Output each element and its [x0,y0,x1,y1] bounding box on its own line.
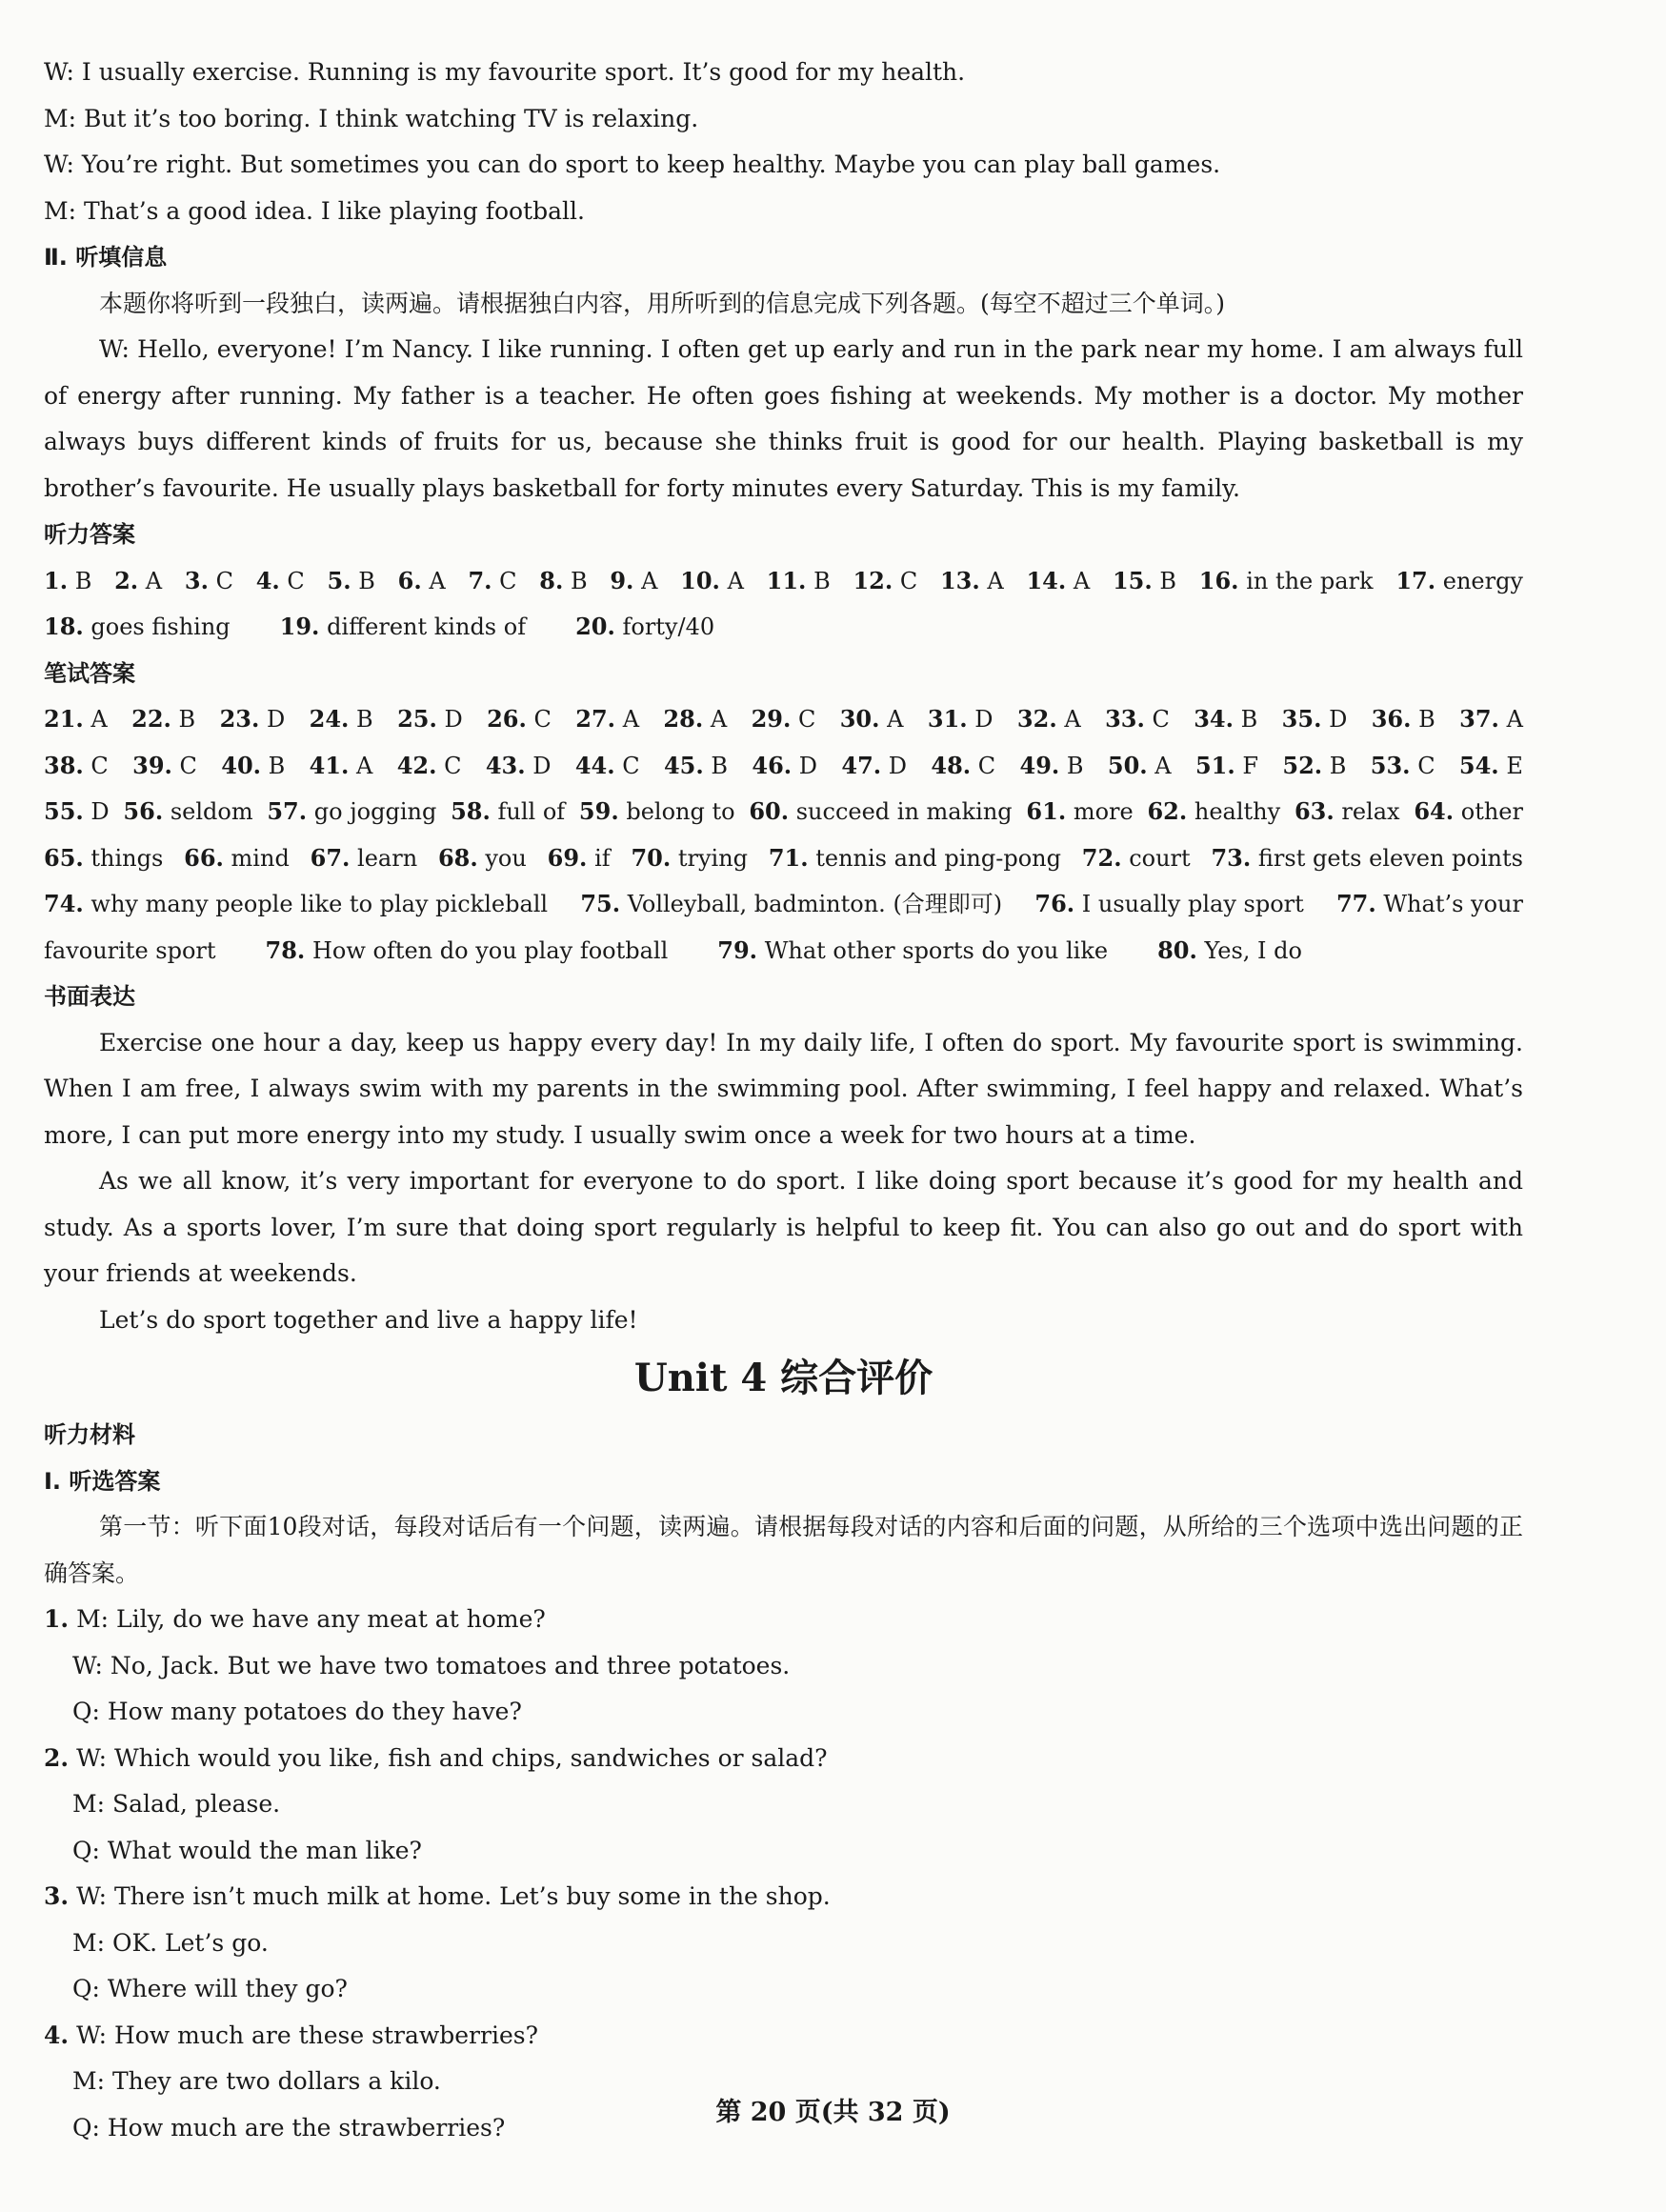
answer-value: favourite sport [44,936,216,964]
page-footer: 第 20 页(共 32 页) [715,2098,951,2127]
answer-number: 46. [752,751,793,779]
answer-value: B [356,706,373,733]
answer-item [44,743,109,790]
answer-number: 80. [1157,935,1197,964]
dialogue-number: 4. [44,2021,70,2049]
answer-value: C [444,752,462,779]
answer-number: 63. [1294,797,1335,825]
answer-item [1082,835,1191,882]
answer-value: learn [357,844,418,872]
answer-item [769,835,1061,882]
answer-item [931,743,995,790]
answer-item [1147,789,1280,835]
answer-value: I usually play sport [1081,891,1304,917]
answer-number: 72. [1081,843,1122,872]
answer-item [664,743,728,790]
answer-number: 73. [1211,843,1252,872]
dialogue-text: M: They are two dollars a kilo. [72,2067,441,2095]
answer-item [310,743,373,790]
writing-paragraph: As we all know, it’s very important for everyone to do sport. I like doing sport because it’s good for my health and study. As a sports lover, I’m sure that doing sport regularly is helpful to keep fit. You can also go out and do sport with your friends at weekends. [44,1167,1523,1287]
answer-item [280,604,551,651]
answer-item [44,835,163,882]
answer-value: D [90,798,110,825]
answer-number: 70. [631,843,672,872]
answer-item [1395,558,1523,605]
answer-number: 5. [327,566,351,594]
answer-number: 58. [451,797,491,825]
answer-item [256,558,305,605]
answer-value: A [710,706,728,733]
answer-value: relax [1341,798,1400,825]
answer-item [575,743,640,790]
answer-row [44,604,1523,651]
answer-item [311,835,418,882]
answer-item [1295,789,1400,835]
answer-item [185,558,233,605]
answer-item [663,696,727,743]
answer-value: B [1418,706,1435,733]
answer-row [44,881,1523,928]
answer-item [940,558,1004,605]
answer-value: mind [231,844,290,872]
dialogue-line [44,1689,1523,1736]
answer-item [539,558,587,605]
answer-item [575,604,739,651]
answer-number: 57. [267,797,308,825]
answer-number: 1. [44,566,69,594]
answer-item [1026,789,1133,835]
answer-item [1199,558,1374,605]
answer-value: court [1129,844,1191,872]
answer-number: 42. [396,751,437,779]
answer-value: B [1066,752,1084,779]
answer-number: 6. [397,566,422,594]
section2-instruction: 本题你将听到一段独白，读两遍。请根据独白内容，用所听到的信息完成下列各题。(每空不超过三个单词。) [99,289,1226,317]
answer-number: 64. [1414,797,1455,825]
answer-value: What’s your [1383,891,1523,917]
answer-number: 37. [1459,705,1499,733]
dialogue-line: W: You’re right. But sometimes you can do sport to keep healthy. Maybe you can play ball games. [44,151,1221,178]
answer-value: full of [497,798,566,825]
answer-value: A [1506,706,1523,733]
answer-value: C [287,567,305,594]
answer-value: things [90,844,164,872]
answer-value: A [90,706,108,733]
answer-item [1034,881,1303,928]
answer-number: 67. [310,843,351,872]
answer-item [44,789,110,835]
answer-value: C [899,567,918,594]
answer-value: B [1159,567,1177,594]
writing-paragraph: Exercise one hour a day, keep us happy every day! In my daily life, I often do sport. My favourite sport is swimming. When I am free, I always swim with my parents in the swimming pool. After swimming, I feel happy and relaxed. What’s more, I can put more energy into my study. I usually swim once a week for two hours at a time. [44,1028,1523,1149]
answer-value: A [1064,706,1081,733]
answer-number: 60. [749,797,790,825]
dialogue-line [44,2013,1523,2060]
answer-number: 32. [1016,705,1057,733]
answer-value: C [215,567,233,594]
answer-value: A [887,706,904,733]
dialogue-text: Q: Where will they go? [72,1975,348,2002]
answer-item [580,881,1002,928]
answer-value: if [594,844,611,872]
answer-value: F [1242,752,1259,779]
answer-value: A [145,567,163,594]
dialogue-text: Q: How much are the strawberries? [72,2113,506,2142]
dialogue-top [44,50,1523,234]
answer-number: 50. [1107,751,1148,779]
dialogue-line [44,1828,1523,1875]
answer-item [123,789,252,835]
dialogue-number: 2. [44,1743,70,1772]
dialogue-text: M: Salad, please. [72,1790,281,1818]
answer-row [44,789,1523,835]
answer-number: 38. [44,751,84,779]
answer-value: B [813,567,831,594]
answer-item [841,743,907,790]
answer-item [1108,743,1172,790]
answer-number: 62. [1147,797,1188,825]
answer-number: 27. [575,705,616,733]
answer-number: 18. [44,613,84,640]
answer-value: A [641,567,658,594]
answer-value: B [711,752,729,779]
answer-number: 29. [751,705,792,733]
answer-number: 48. [931,751,972,779]
answer-value: A [727,567,744,594]
answer-number: 68. [437,843,478,872]
answer-item [752,743,817,790]
answer-number: 14. [1026,566,1067,594]
answer-item [267,789,436,835]
answer-number: 30. [839,705,880,733]
answer-value: B [358,567,375,594]
answer-value: D [532,752,552,779]
answer-value: other [1460,798,1523,825]
answer-item [468,558,516,605]
dialogue-text: W: How much are these strawberries? [76,2021,538,2049]
answer-number: 12. [853,566,893,594]
answer-value: E [1506,752,1523,779]
answer-value: D [798,752,818,779]
dialogue-line: M: But it’s too boring. I think watching TV is relaxing. [44,104,699,132]
answer-item [44,604,255,651]
dialogue-text: W: Which would you like, fish and chips, sandwiches or salad? [76,1743,828,1772]
answer-item [767,558,831,605]
answer-value: C [179,752,197,779]
answer-value: D [1329,706,1348,733]
dialogue-text: W: There isn’t much milk at home. Let’s buy some in the shop. [76,1882,831,1910]
answer-number: 10. [680,566,720,594]
answer-item [1371,743,1435,790]
answer-number: 36. [1371,705,1412,733]
answer-number: 54. [1458,751,1499,779]
answer-item [1105,696,1170,743]
answer-row [44,558,1523,605]
answer-value: C [1417,752,1435,779]
answer-item [717,928,1133,975]
dialogue-line: W: I usually exercise. Running is my favourite sport. It’s good for my health. [44,58,966,86]
answer-row [44,835,1523,882]
answer-item [397,743,462,790]
answer-item [1194,696,1257,743]
answer-item [1195,743,1258,790]
answer-item [1414,789,1523,835]
dialogue-number: 3. [44,1882,70,1910]
writing-paragraph: Let’s do sport together and live a happy life! [99,1305,638,1334]
answer-number: 41. [309,751,350,779]
section1-heading: Ⅰ. 听选答案 [44,1467,161,1495]
answer-item [486,743,552,790]
answer-number: 61. [1026,797,1067,825]
answer-number: 78. [265,935,306,964]
answer-number: 69. [547,843,588,872]
answer-number: 24. [309,705,350,733]
answer-item [1211,835,1522,882]
listening-answers [44,558,1523,651]
dialogue-number: 1. [44,1605,70,1633]
answer-number: 55. [44,797,84,825]
answer-number: 71. [768,843,809,872]
answer-item [1157,928,1327,975]
dialogue-line [44,1597,1523,1643]
answer-number: 19. [279,613,320,640]
answer-item [451,789,565,835]
answer-value: B [74,567,92,594]
answer-value: B [178,706,196,733]
answer-number: 74. [44,890,84,917]
dialogue-line [44,1643,1523,1690]
answer-item [1017,696,1081,743]
answer-item [1372,696,1435,743]
answer-row [44,696,1523,743]
answer-value: forty/40 [622,613,715,640]
answer-value: belong to [626,798,735,825]
answer-number: 59. [578,797,619,825]
answer-value: succeed in making [795,798,1013,825]
dialogue-line [44,1736,1523,1782]
answer-number: 35. [1281,705,1322,733]
answer-number: 21. [44,705,84,733]
answer-item [840,696,904,743]
dialogue-text: Q: What would the man like? [72,1836,422,1864]
answer-number: 4. [255,566,280,594]
answer-item [548,835,611,882]
dialogue-text: Q: How many potatoes do they have? [72,1698,522,1725]
answer-item [44,558,91,605]
answer-item [44,928,241,975]
section2-monologue: W: Hello, everyone! I’m Nancy. I like running. I often get up early and run in the park near my home. I am always full of energy after running. My father is a teacher. He often goes fishing at weekends. My mother is a doctor. My mother always buys different kinds of fruits for us, because she thinks fruit is good for our health. Playing basketball is my brother’s favourite. He usually plays basketball for forty minutes every Saturday. This is my family. [44,335,1523,502]
answer-number: 26. [487,705,527,733]
answer-item [44,696,108,743]
answer-item [1459,743,1523,790]
answer-item [487,696,552,743]
unit4-dialogues [44,1597,1523,2151]
unit-title: Unit 4 综合评价 [633,1356,933,1400]
answer-value: more [1073,798,1134,825]
answer-value: in the park [1246,567,1374,594]
answer-value: why many people like to play pickleball [90,891,549,917]
dialogue-text: M: Lily, do we have any meat at home? [76,1605,546,1633]
answer-item [44,881,548,928]
answer-item [220,696,286,743]
answer-value: tennis and ping-pong [815,844,1061,872]
answer-row [44,743,1523,790]
answer-value: Yes, I do [1204,936,1302,964]
answer-number: 25. [397,705,437,733]
answer-value: first gets eleven points [1257,844,1523,872]
answer-number: 11. [766,566,807,594]
answer-number: 9. [610,566,634,594]
answer-value: Volleyball, badminton. (合理即可) [627,891,1003,917]
section2-heading: Ⅱ. 听填信息 [44,244,168,271]
answer-number: 22. [131,705,171,733]
answer-value: C [499,567,517,594]
answer-item [579,789,735,835]
answer-item [610,558,657,605]
answer-value: goes fishing [90,613,231,640]
answer-item [928,696,994,743]
answer-value: B [268,752,286,779]
answer-number: 79. [717,935,758,964]
answer-number: 31. [927,705,968,733]
answer-item [575,696,639,743]
answer-value: C [977,752,996,779]
dialogue-line [44,1920,1523,1967]
answer-item [680,558,744,605]
answer-number: 2. [114,566,139,594]
materials-heading: 听力材料 [44,1421,135,1448]
answer-number: 66. [184,843,224,872]
answer-value: energy [1442,567,1523,594]
answer-item [184,835,290,882]
written-answers [44,696,1523,974]
answer-number: 20. [575,613,615,640]
dialogue-text: W: No, Jack. But we have two tomatoes and three potatoes. [72,1651,791,1679]
answer-number: 16. [1198,566,1239,594]
writing-heading: 书面表达 [44,983,135,1010]
answer-value: How often do you play football [311,936,669,964]
answer-value: A [622,706,640,733]
answer-value: A [356,752,373,779]
answer-number: 77. [1335,890,1376,917]
answer-item [631,835,748,882]
answer-number: 52. [1282,751,1323,779]
answer-item [1282,743,1346,790]
answer-number: 17. [1395,566,1436,594]
dialogue-line: M: That’s a good idea. I like playing football. [44,196,585,225]
answer-number: 40. [221,751,262,779]
dialogue-line [44,1874,1523,1920]
answer-item [310,696,373,743]
answer-item [1113,558,1176,605]
answer-value: B [1240,706,1258,733]
answer-item [132,743,197,790]
answer-value: B [1329,752,1347,779]
answer-value: D [974,706,994,733]
section1-instruction: 第一节：听下面10段对话，每段对话后有一个问题，读两遍。请根据每段对话的内容和后面的问题，从所给的三个选项中选出问题的正确答案。 [44,1513,1523,1587]
dialogue-line [44,1781,1523,1828]
answer-value: you [485,844,527,872]
answer-value: C [90,752,109,779]
answer-item [114,558,162,605]
answer-number: 51. [1194,751,1235,779]
answer-item [1336,881,1523,928]
answer-value: C [1152,706,1170,733]
answer-value: C [797,706,816,733]
answer-value: A [987,567,1004,594]
answer-value: B [570,567,588,594]
answer-number: 28. [663,705,704,733]
answer-number: 33. [1105,705,1145,733]
answer-value: A [1154,752,1172,779]
answer-value: seldom [170,798,253,825]
answer-number: 76. [1034,890,1075,917]
answer-value: D [444,706,463,733]
answer-number: 39. [132,751,172,779]
answer-number: 47. [841,751,882,779]
answer-number: 53. [1370,751,1411,779]
answer-item [1020,743,1084,790]
answer-item [1459,696,1523,743]
answer-item [397,696,463,743]
answer-number: 44. [574,751,615,779]
answer-value: different kinds of [327,613,527,640]
answer-item [752,696,816,743]
answer-row [44,928,1523,975]
answer-number: 3. [184,566,209,594]
answer-number: 13. [939,566,980,594]
answer-number: 75. [580,890,621,917]
answer-value: A [1073,567,1091,594]
answer-number: 43. [485,751,526,779]
answer-number: 34. [1194,705,1234,733]
answer-number: 15. [1112,566,1153,594]
answer-number: 56. [123,797,164,825]
answer-value: go jogging [313,798,437,825]
answer-value: D [266,706,286,733]
answer-item [328,558,375,605]
answer-item [749,789,1012,835]
answer-item [438,835,527,882]
listening-answers-heading: 听力答案 [44,521,135,548]
answer-number: 49. [1019,751,1060,779]
answer-number: 65. [44,843,84,872]
answer-item [398,558,446,605]
answer-item [853,558,917,605]
answer-number: 7. [468,566,492,594]
answer-value: D [888,752,908,779]
answer-value: A [429,567,446,594]
answer-value: C [533,706,552,733]
answer-number: 8. [539,566,564,594]
answer-number: 45. [663,751,704,779]
answer-value: C [622,752,640,779]
answer-value: healthy [1194,798,1281,825]
answer-value: What other sports do you like [764,936,1109,964]
dialogue-line [44,1966,1523,2013]
answer-item [1026,558,1090,605]
answer-item [1282,696,1348,743]
dialogue-text: M: OK. Let’s go. [72,1928,269,1957]
written-answers-heading: 笔试答案 [44,659,135,687]
answer-item [221,743,285,790]
answer-number: 23. [219,705,260,733]
answer-item [131,696,195,743]
answer-item [266,928,693,975]
answer-value: trying [677,844,749,872]
